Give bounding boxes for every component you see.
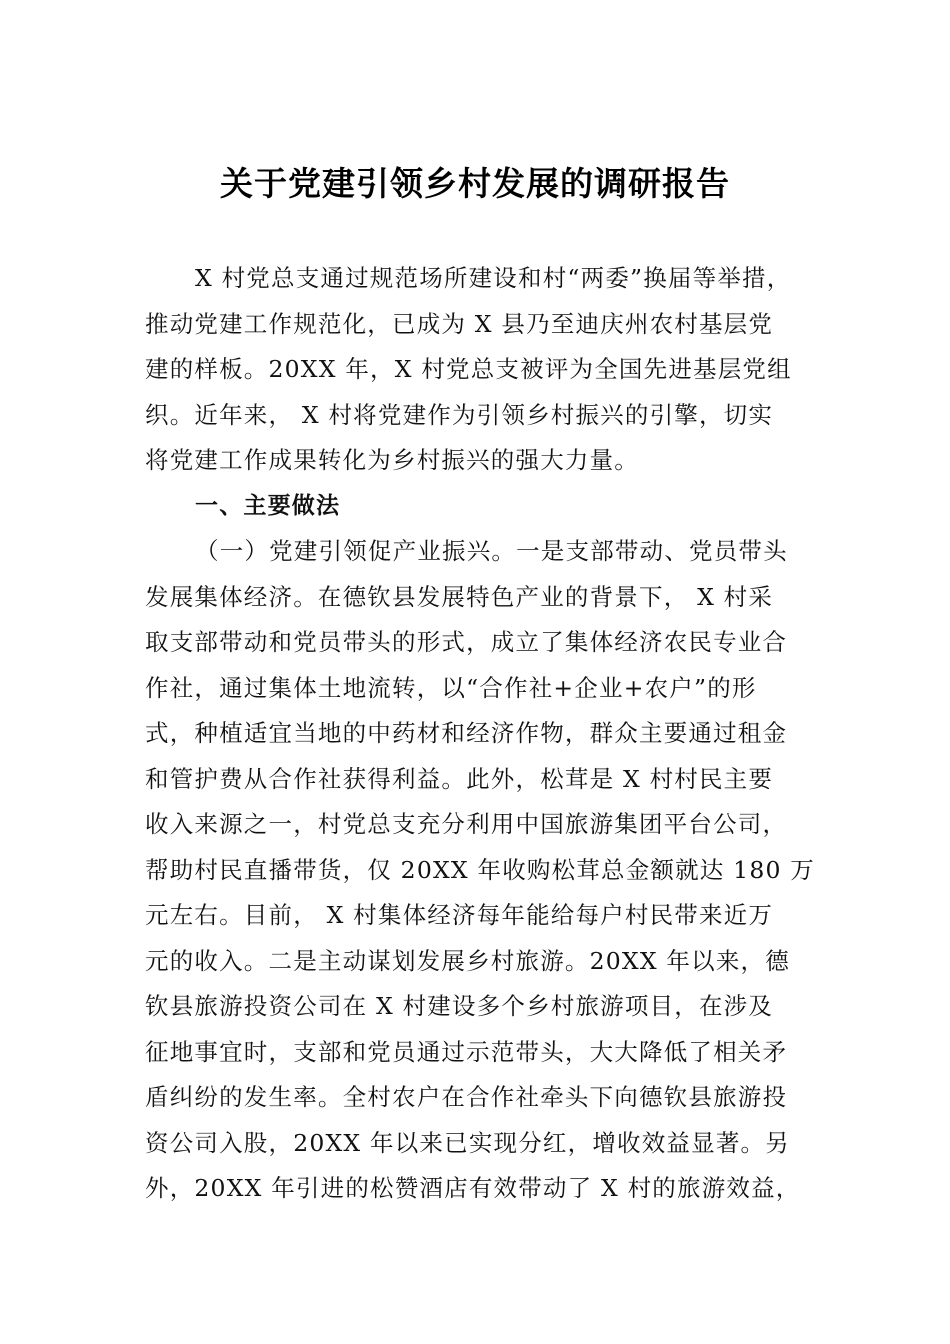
paragraph-line: 征地事宜时，支部和党员通过示范带头，大大降低了相关矛: [145, 1037, 788, 1066]
document-body: [145, 256, 817, 1212]
paragraph-line: 推动党建工作规范化，已成为 X 县乃至迪庆州农村基层党: [145, 309, 774, 338]
paragraph-line: 外，20XX 年引进的松赞酒店有效带动了 X 村的旅游效益，: [145, 1174, 801, 1202]
paragraph-line: 取支部带动和党员带头的形式，成立了集体经济农民专业合: [145, 628, 788, 656]
paragraph-line: 建的样板。20XX 年，X 村党总支被评为全国先进基层党组: [145, 355, 792, 383]
paragraph-line: 元的收入。二是主动谋划发展乡村旅游。20XX 年以来，德: [145, 946, 790, 975]
paragraph-line: 作社，通过集体土地流转，以“合作社+企业+农户”的形: [145, 673, 757, 702]
paragraph-line: 盾纠纷的发生率。全村农户在合作社牵头下向德钦县旅游投: [145, 1083, 788, 1111]
paragraph-line: 式，种植适宜当地的中药材和经济作物，群众主要通过租金: [145, 719, 788, 747]
paragraph-line: 收入来源之一，村党总支充分利用中国旅游集团平台公司，: [145, 810, 788, 838]
paragraph-line: 资公司入股，20XX 年以来已实现分红，增收效益显著。另: [145, 1128, 790, 1157]
paragraph-line: 和管护费从合作社获得利益。此外，松茸是 X 村村民主要: [145, 764, 774, 793]
document-title: 关于党建引领乡村发展的调研报告: [220, 164, 730, 203]
paragraph-line: 钦县旅游投资公司在 X 村建设多个乡村旅游项目，在涉及: [145, 992, 774, 1020]
paragraph-line: 织。近年来， X 村将党建作为引领乡村振兴的引擎，切实: [145, 400, 774, 429]
paragraph-line: 帮助村民直播带货，仅 20XX 年收购松茸总金额就达 180 万: [145, 855, 815, 884]
paragraph-line: 将党建工作成果转化为乡村振兴的强大力量。: [145, 446, 639, 474]
paragraph-line: 元左右。目前， X 村集体经济每年能给每户村民带来近万: [145, 901, 774, 929]
section-heading: 一、主要做法: [195, 492, 341, 519]
paragraph-line: 发展集体经济。在德钦县发展特色产业的背景下， X 村采: [145, 582, 774, 611]
paragraph-line: X 村党总支通过规范场所建设和村“两委”换届等举措，: [195, 264, 792, 292]
paragraph-line: （一）党建引领促产业振兴。一是支部带动、党员带头: [195, 537, 788, 565]
